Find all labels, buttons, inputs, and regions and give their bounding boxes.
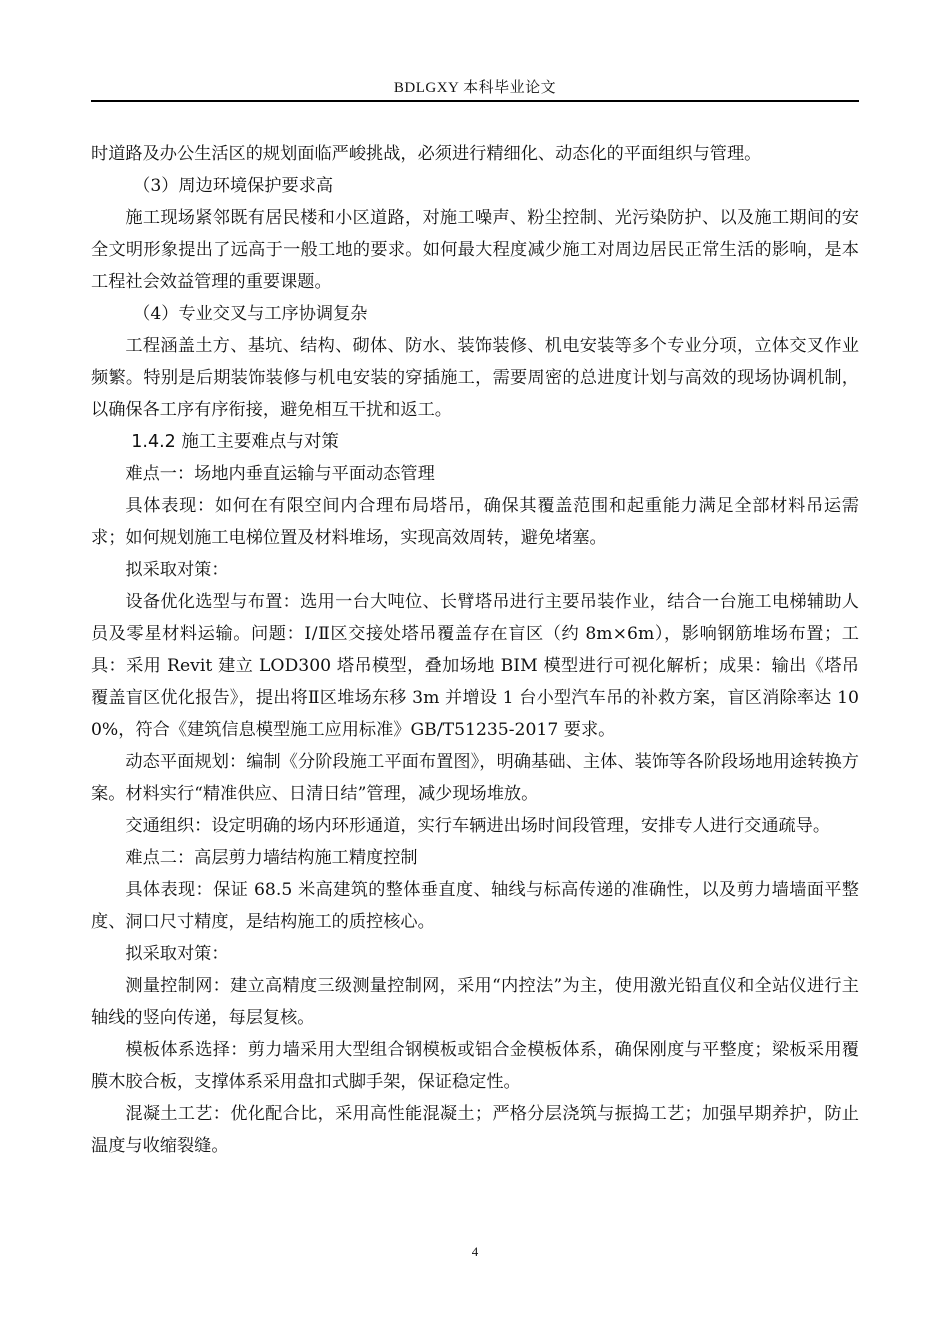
equipment-selection-paragraph: 设备优化选型与布置：选用一台大吨位、长臂塔吊进行主要吊装作业，结合一台施工电梯辅助人员及零星材料运输。问题：Ⅰ/Ⅱ区交接处塔吊覆盖存在盲区（约 8m×6m），影响钢筋堆场布置；工具：采用 Revit 建立 LOD300 塔吊模型，叠加场地 BIM 模型进行可视化解析；成果：输出《塔吊覆盖盲区优化报告》，提出将Ⅱ区堆场东移 3m 并增设 1 台小型汽车吊的补救方案，盲区消除率达 100%，符合《建筑信息模型施工应用标准》GB/T51235-2017 要求。	[91, 592, 859, 740]
formwork-system-paragraph: 模板体系选择：剪力墙采用大型组合钢模板或铝合金模板体系，确保刚度与平整度；梁板采用覆膜木胶合板，支撑体系采用盘扣式脚手架，保证稳定性。	[91, 1040, 859, 1092]
difficulty-two-description: 具体表现：保证 68.5 米高建筑的整体垂直度、轴线与标高传递的准确性，以及剪力墙墙面平整度、洞口尺寸精度，是结构施工的质控核心。	[91, 880, 859, 932]
page-header: BDLGXY 本科毕业论文	[393, 80, 557, 96]
paragraph-continuation: 时道路及办公生活区的规划面临严峻挑战，必须进行精细化、动态化的平面组织与管理。	[91, 144, 762, 164]
concrete-process-paragraph: 混凝土工艺：优化配合比，采用高性能混凝土；严格分层浇筑与振捣工艺；加强早期养护，防止温度与收缩裂缝。	[91, 1104, 859, 1156]
subheading-trade-coordination: （4）专业交叉与工序协调复杂	[133, 304, 368, 324]
paragraph-environment-protection: 施工现场紧邻既有居民楼和小区道路，对施工噪声、粉尘控制、光污染防护、以及施工期间的安全文明形象提出了远高于一般工地的要求。如何最大程度减少施工对周边居民正常生活的影响，是本工程社会效益管理的重要课题。	[91, 208, 859, 292]
subheading-environment-protection: （3）周边环境保护要求高	[133, 176, 334, 196]
header-rule	[91, 100, 859, 102]
dynamic-layout-paragraph: 动态平面规划：编制《分阶段施工平面布置图》，明确基础、主体、装饰等各阶段场地用途转换方案。材料实行“精准供应、日清日结”管理，减少现场堆放。	[91, 752, 859, 804]
difficulty-two-heading: 难点二：高层剪力墙结构施工精度控制	[125, 848, 418, 868]
page-number: 4	[471, 1244, 479, 1259]
countermeasures-label: 拟采取对策：	[125, 944, 229, 964]
body-text	[91, 138, 859, 1162]
paragraph-trade-coordination: 工程涵盖土方、基坑、结构、砌体、防水、装饰装修、机电安装等多个专业分项，立体交叉作业频繁。特别是后期装饰装修与机电安装的穿插施工，需要周密的总进度计划与高效的现场协调机制，以确保各工序有序衔接，避免相互干扰和返工。	[91, 336, 859, 420]
difficulty-one-heading: 难点一：场地内垂直运输与平面动态管理	[125, 464, 435, 484]
section-heading-1-4-2: 1.4.2 施工主要难点与对策	[131, 432, 339, 452]
countermeasures-label: 拟采取对策：	[125, 560, 229, 580]
survey-control-paragraph: 测量控制网：建立高精度三级测量控制网，采用“内控法”为主，使用激光铅直仪和全站仪进行主轴线的竖向传递，每层复核。	[91, 976, 859, 1028]
traffic-organization-paragraph: 交通组织：设定明确的场内环形通道，实行车辆进出场时间段管理，安排专人进行交通疏导。	[125, 816, 831, 836]
difficulty-one-description: 具体表现：如何在有限空间内合理布局塔吊，确保其覆盖范围和起重能力满足全部材料吊运需求；如何规划施工电梯位置及材料堆场，实现高效周转，避免堵塞。	[91, 496, 859, 548]
